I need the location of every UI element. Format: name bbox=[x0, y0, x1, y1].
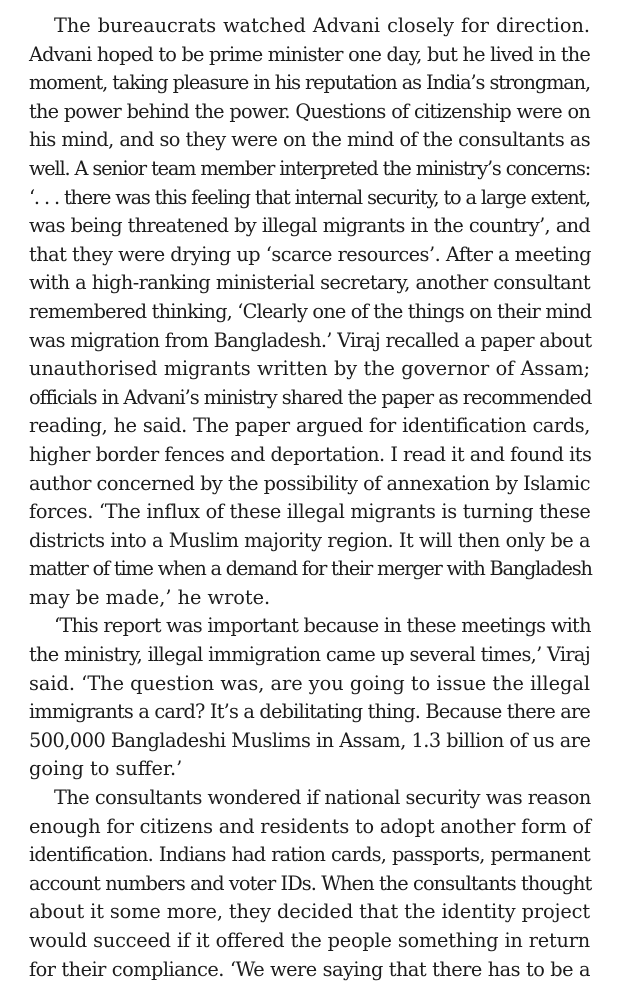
text-line: reading, he said. The paper argued for identification cards, bbox=[29, 414, 590, 438]
text-line: was being threatened by illegal migrants in the country’, and bbox=[29, 214, 590, 238]
text-line: The bureaucrats watched Advani closely for direction. bbox=[54, 14, 590, 37]
text-line: was migration from Bangladesh.’ Viraj recalled a paper about bbox=[29, 328, 592, 352]
text-line: immigrants a card? It’s a debilitating thing. Because there are bbox=[29, 700, 591, 724]
text-line: may be made,’ he wrote. bbox=[29, 585, 271, 609]
text-line: ‘. . . there was this feeling that internal security, to a large extent, bbox=[29, 185, 590, 209]
text-line: matter of time when a demand for their merger with Bangladesh bbox=[29, 557, 592, 581]
text-line: identification. Indians had ration cards, passports, permanent bbox=[29, 843, 590, 867]
text-line: enough for citizens and residents to adopt another form of bbox=[29, 814, 591, 838]
text-line: 500,000 Bangladeshi Muslims in Assam, 1.3 billion of us are bbox=[29, 728, 591, 752]
text-line: moment, taking pleasure in his reputation as India’s strongman, bbox=[29, 71, 590, 95]
text-line: would succeed if it offered the people something in return bbox=[29, 929, 590, 952]
text-line: The consultants wondered if national security was reason bbox=[54, 786, 591, 810]
text-line: going to suffer.’ bbox=[29, 757, 183, 781]
paragraph bbox=[29, 784, 590, 984]
text-line: his mind, and so they were on the mind of the consultants as bbox=[29, 128, 590, 152]
text-line: about it some more, they decided that the identity project bbox=[29, 900, 591, 924]
text-line: higher border fences and deportation. I read it and found its bbox=[29, 442, 592, 466]
text-line: well. A senior team member interpreted the ministry’s concerns: bbox=[29, 156, 590, 180]
text-line: ‘This report was important because in these meetings with bbox=[54, 614, 591, 638]
text-line: remembered thinking, ‘Clearly one of the things on their mind bbox=[29, 299, 592, 323]
text-line: forces. ‘The influx of these illegal migrants is turning these bbox=[29, 500, 591, 524]
text-line: the power behind the power. Questions of citizenship were on bbox=[29, 99, 590, 123]
text-line: for their compliance. ‘We were saying that there has to be a bbox=[29, 957, 590, 981]
text-line: that they were drying up ‘scarce resources’. After a meeting bbox=[29, 242, 591, 266]
text-line: author concerned by the possibility of annexation by Islamic bbox=[29, 471, 591, 495]
text-line: districts into a Muslim majority region. It will then only be a bbox=[29, 528, 590, 552]
text-line: account numbers and voter IDs. When the consultants thought bbox=[29, 871, 592, 895]
book-page bbox=[29, 12, 590, 984]
text-line: unauthorised migrants written by the governor of Assam; bbox=[29, 357, 590, 381]
paragraph bbox=[29, 612, 590, 784]
text-line: officials in Advani’s ministry shared the paper as recommended bbox=[29, 385, 592, 409]
text-line: with a high-ranking ministerial secretary, another consultant bbox=[29, 271, 590, 295]
text-line: the ministry, illegal immigration came up several times,’ Viraj bbox=[29, 643, 590, 667]
paragraph bbox=[29, 12, 590, 612]
text-line: said. ‘The question was, are you going to issue the illegal bbox=[29, 671, 590, 695]
text-line: Advani hoped to be prime minister one day, but he lived in the bbox=[29, 42, 590, 66]
